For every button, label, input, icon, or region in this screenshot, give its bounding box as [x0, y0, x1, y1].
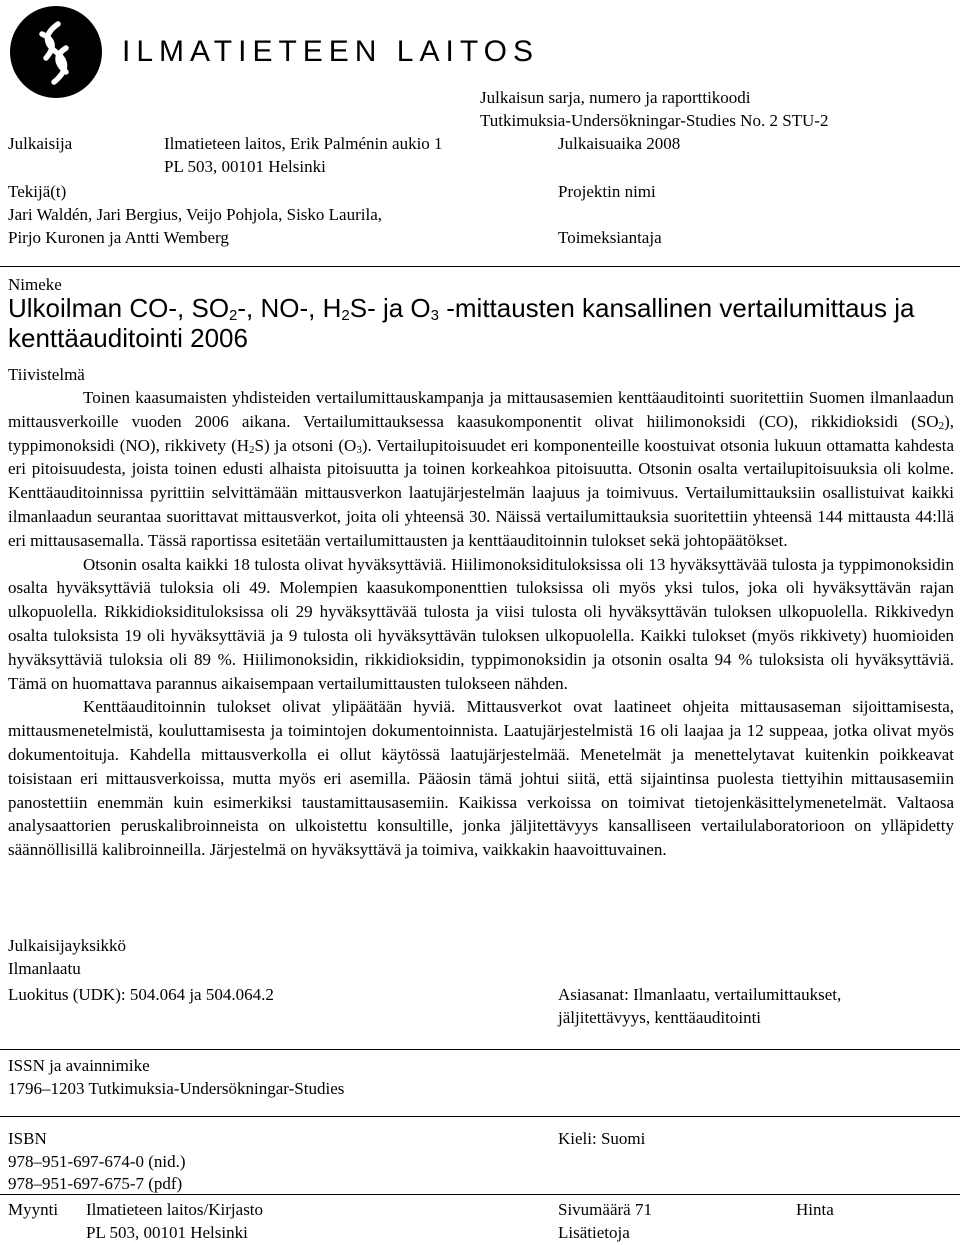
project-label: Projektin nimi: [558, 182, 656, 201]
abstract-paragraph-1: Toinen kaasumaisten yhdisteiden vertailumittauskampanja ja mittausasemien kenttäauditointi suoritettiin Suomen ilmanlaadun mittausverkoille vuoden 2006 aikana. Vertailumittauksessa kaasukomponentit olivat hiilimonoksidi (CO), rikkidioksidi $(SO_2)$, typpimonoksidi (NO), rikkivety $(H_2S)$ ja otsoni $(O_3)$. Vertailupitoisuudet eri komponenteille koostuivat otsonia lukuun ottamatta kahdesta eri pitoisuudesta, joista toinen edusti alhaista pitoisuutta ja toinen korkeahkoa pitoisuutta. Otsonin osalta vertailupitoisuuksia oli kolme. Kenttäauditoinnissa pyrittiin selvittämään mittausverkon laatujärjestelmän laajuus ja toimivuus. Vertailumittauksiin osallistuivat kaikki ilmanlaadun seurantaa suorittavat mittausverkot, joita oli yhteensä 30. Näissä vertailumittauksia suoritettiin yhteensä 144 mittausta 44:llä eri mittausasemalla. Tässä raportissa esitetään vertailumittausten ja kenttäauditoinnin tulokset sekä johtopäätökset.: [8, 388, 955, 550]
authors-line2: Pirjo Kuronen ja Antti Wemberg: [8, 228, 229, 247]
publisher-label: Julkaisija: [8, 134, 73, 153]
org-logo-text: ILMATIETEEN LAITOS: [122, 35, 539, 68]
publisher-line2: PL 503, 00101 Helsinki: [164, 157, 326, 176]
abstract-body: [8, 386, 954, 862]
unit-label: Julkaisijayksikkö: [8, 936, 127, 955]
publication-date: Julkaisuaika 2008: [558, 134, 681, 153]
keywords-line1: Asiasanat: Ilmanlaatu, vertailumittaukset,: [558, 985, 842, 1004]
price-label: Hinta: [796, 1200, 834, 1219]
fmi-logo-icon: [8, 4, 104, 100]
authors-line1: Jari Waldén, Jari Bergius, Veijo Pohjola, Sisko Laurila,: [8, 205, 383, 224]
sales-line2: PL 503, 00101 Helsinki: [86, 1223, 248, 1242]
divider: [0, 1116, 960, 1117]
series-label: Julkaisun sarja, numero ja raporttikoodi: [480, 88, 751, 107]
abstract-paragraph-2: Otsonin osalta kaikki 18 tulosta olivat hyväksyttäviä. Hiilimonoksidituloksissa oli 13 hyväksyttävää tulosta ja typpimonoksidin osalta hyväksyttäviä tuloksia oli 49. Molempien kaasukomponenttien tuloksissa oli myös yksi tulos, joka oli hyväksyttävän rajan ulkopuolella. Rikkidioksidituloksissa oli 29 hyväksyttävää tulosta ja viisi tulosta oli hyväksyttävän tuloksen ulkopuolella. Rikkivedyn osalta tuloksista 19 oli hyväksyttäviä ja 9 tulosta oli hyväksyttävän tuloksen ulkopuolella. Kaikki tulokset (myös rikkivety) huomioiden hyväksyttäviä tuloksia oli 89 %. Hiilimonoksidin, rikkidioksidin, typpimonoksidin ja otsonin osalta 94 % tuloksista oli hyväksyttäviä. Tämä on huomattava parannus aikaisempaan vertailumittausten tulokseen nähden.: [8, 554, 954, 693]
publisher-line1: Ilmatieteen laitos, Erik Palménin aukio 1: [164, 134, 443, 153]
isbn-value-1: 978–951-697-674-0 (nid.): [8, 1152, 186, 1171]
divider: [0, 1194, 960, 1195]
divider: [0, 266, 960, 267]
page-count: Sivumäärä 71: [558, 1200, 652, 1219]
info-label: Lisätietoja: [558, 1223, 630, 1242]
authors-label: Tekijä(t): [8, 182, 67, 201]
isbn-value-2: 978–951-697-675-7 (pdf): [8, 1174, 183, 1193]
abstract-paragraph-3: Kenttäauditoinnin tulokset olivat ylipäätään hyviä. Mittausverkot ovat laatineet ohjeita mittausaseman sijoittamisesta, mittausmenetelmistä, kouluttamisesta ja toimintojen dokumentoinnista. Laatujärjestelmistä 16 oli laajaa ja 12 suppeaa, jotka olivat myös dokumentoituja. Kahdella mittausverkolla ei ollut käytössä laatujärjestelmää. Menetelmät ja menettelytavat kuitenkin poikkeavat toisistaan eri mittausverkoissa, mutta myös eri asemilla. Pääosin tämä johtui siitä, että sijaintinsa puolesta tiettyihin mittausasemiin panostettiin enemmän kuin esimerkiksi taustamittausasemiin. Kaikissa verkoissa on toimivat tietojenkäsittelymenetelmät. Valtaosa analysaattorien peruskalibroinneista on ulkoistettu konsultille, jonka jäljitettävyys kansalliseen vertailulaboratorioon on ylläpidetty säännöllisillä kalibroinneilla. Järjestelmä on hyväksyttävä ja toimiva, vaikkakin haavoittuvainen.: [8, 697, 954, 860]
series-value: Tutkimuksia-Undersökningar-Studies No. 2 STU-2: [480, 111, 829, 130]
unit-value: Ilmanlaatu: [8, 959, 81, 978]
issn-value: 1796–1203 Tutkimuksia-Undersökningar-Studies: [8, 1079, 345, 1098]
language: Kieli: Suomi: [558, 1129, 646, 1148]
sales-line1: Ilmatieteen laitos/Kirjasto: [86, 1200, 264, 1219]
title-label: Nimeke: [8, 275, 62, 294]
page-title: Ulkoilman CO-, $SO_2-$, NO-, $H_2S-$ ja $O_3$ -mittausten kansallinen vertailumittaus ja kenttäauditointi 2006: [8, 293, 915, 353]
classification: Luokitus (UDK): 504.064 ja 504.064.2: [8, 985, 274, 1004]
sales-label: Myynti: [8, 1200, 59, 1219]
keywords-line2: jäljitettävyys, kenttäauditointi: [558, 1008, 762, 1027]
abstract-label: Tiivistelmä: [8, 365, 85, 384]
isbn-label: ISBN: [8, 1129, 47, 1148]
issn-label: ISSN ja avainnimike: [8, 1056, 150, 1075]
commissioner-label: Toimeksiantaja: [558, 228, 662, 247]
divider: [0, 1049, 960, 1050]
